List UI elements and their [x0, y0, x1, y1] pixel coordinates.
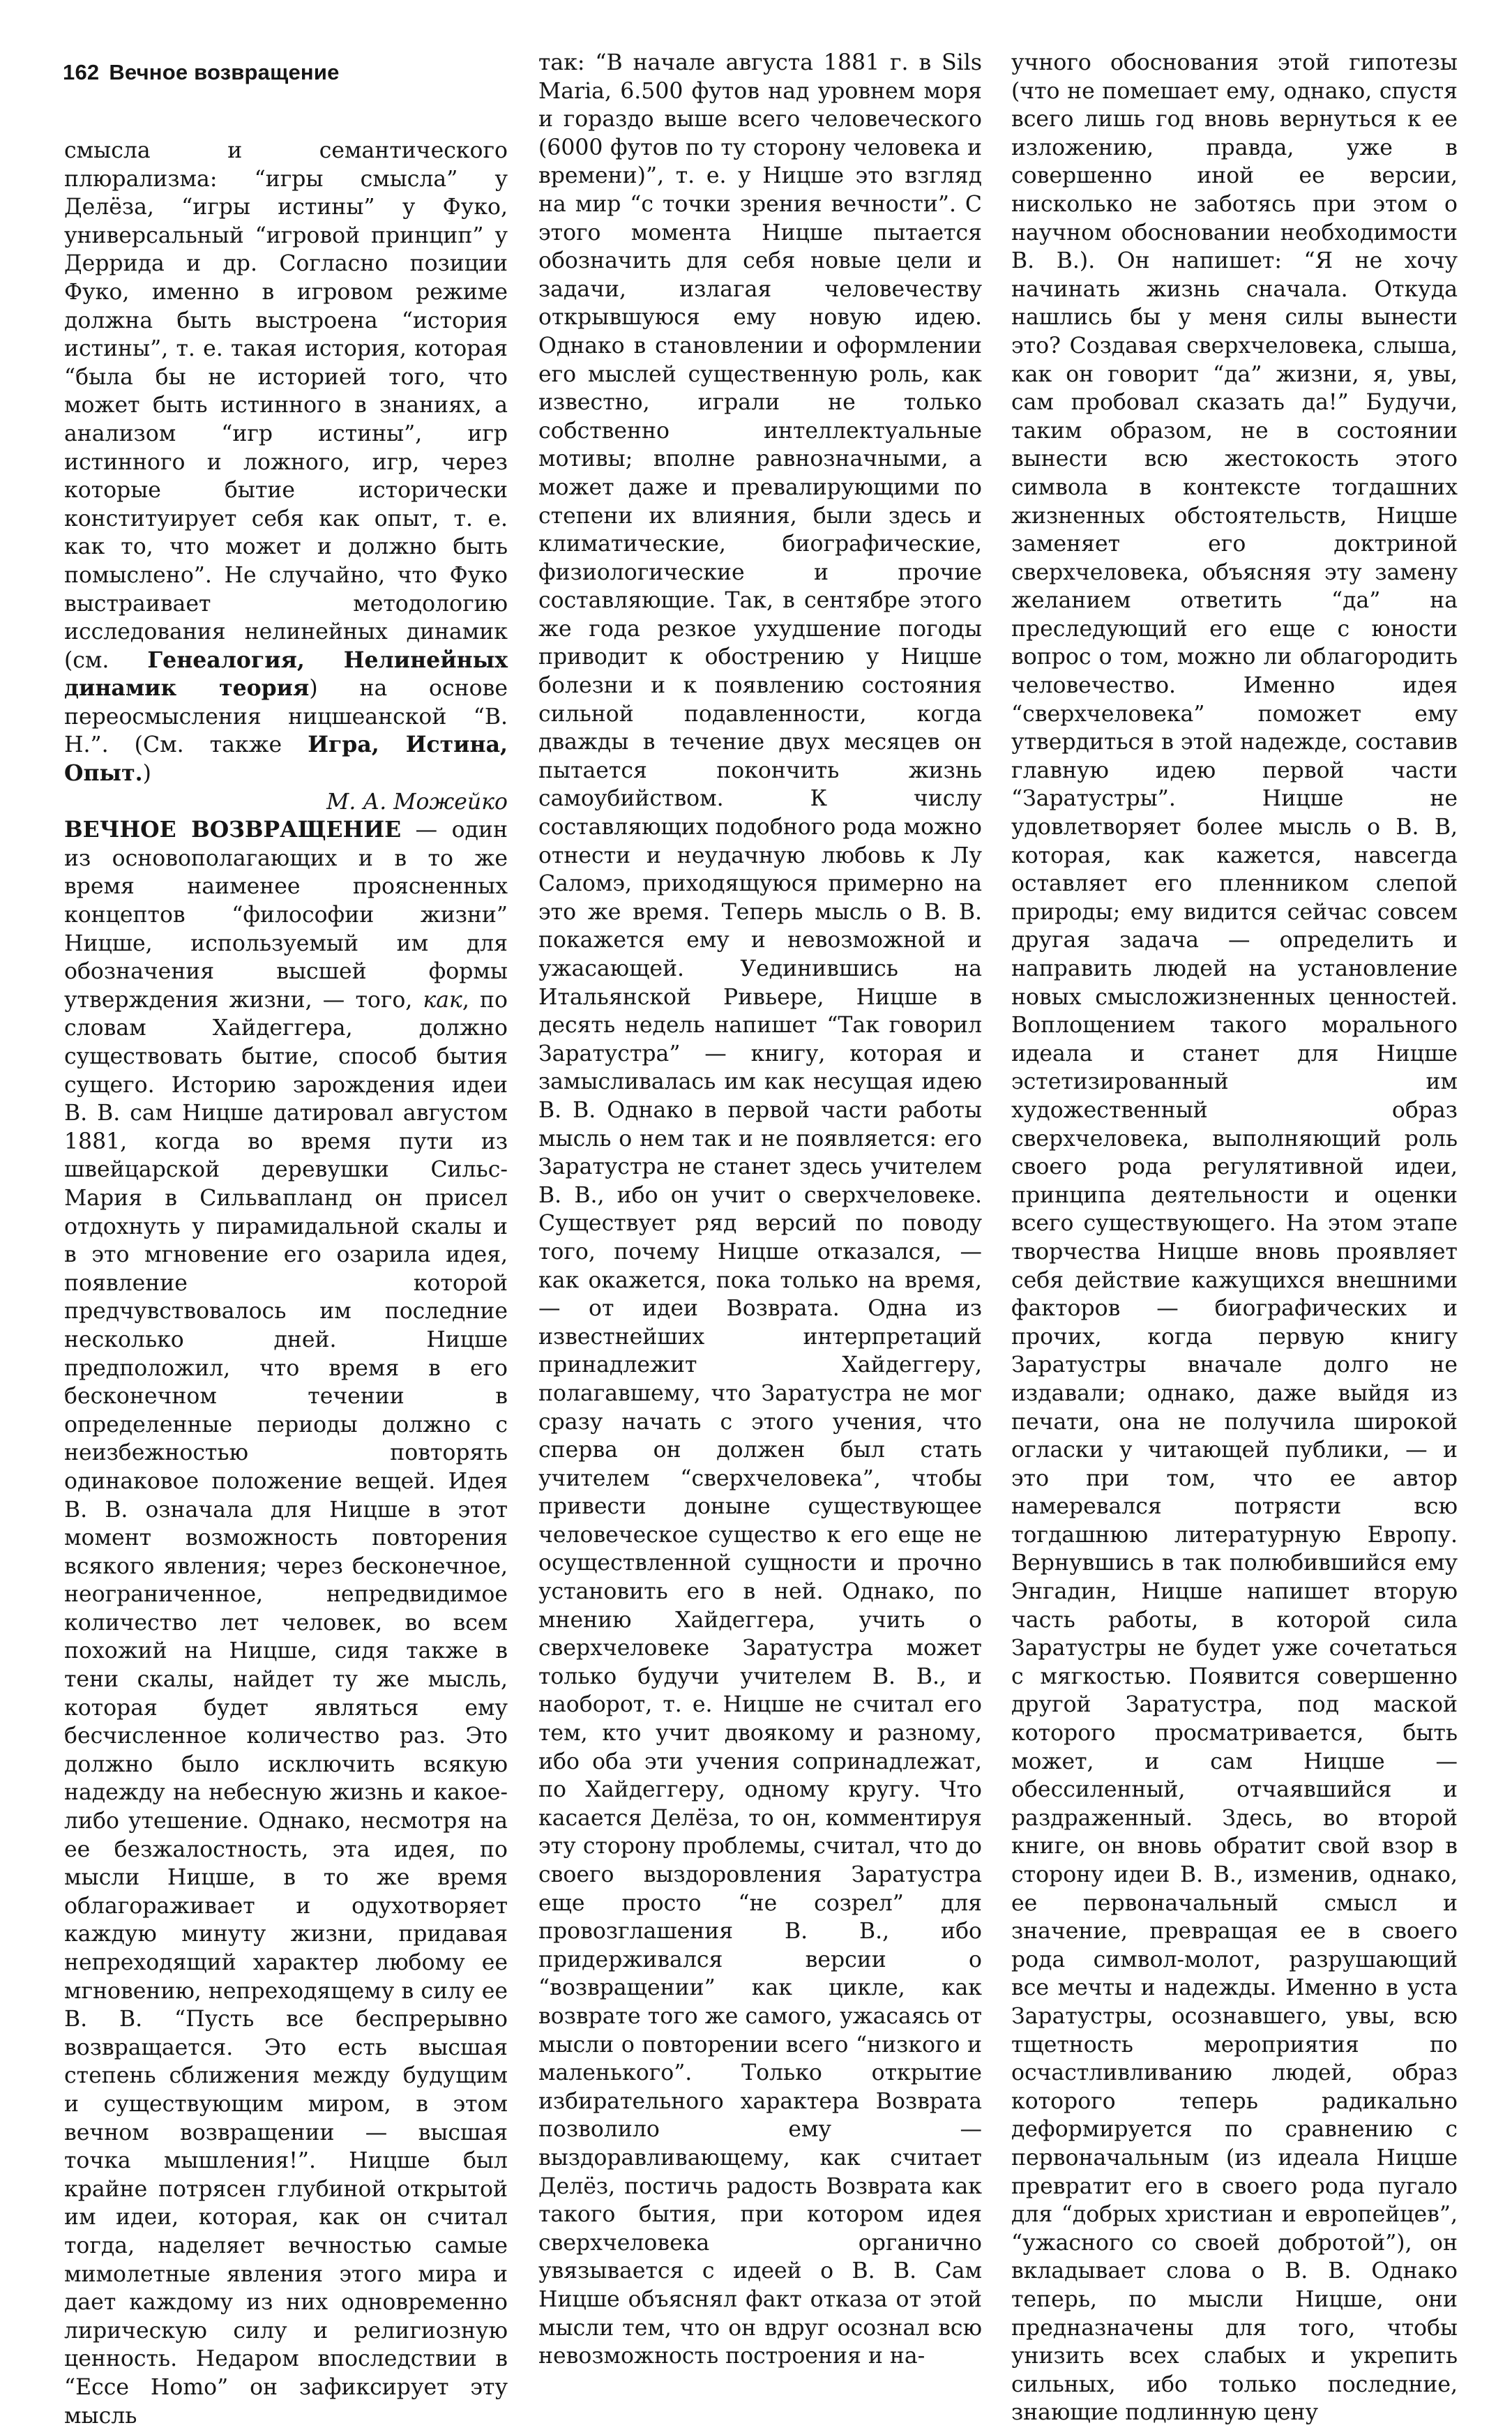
paragraph-text: — один из основополагающих и в то же время наименее проясненных концептов “философии жизни” Ницше, используемый им для обозначения высшей формы утверждения жизни, — того,	[64, 817, 508, 1013]
cross-reference: Генеалогия, Нелинейных динамик теория	[64, 647, 508, 702]
page-number: 162	[63, 60, 100, 84]
paragraph-text: смысла и семантического плюрализма: “игры смысла” у Делёза, “игры истины” у Фуко, универсальный “игровой принцип” у Деррида и др. Согласно позиции Фуко, именно в игровом режиме должна быть выстроена “история истины”, т. е. такая история, которая “была бы не историей того, что может быть истинного в знаниях, а анализом “игр истины”, игр истинного и ложного, игр, через которые бытие исторически конституирует себя как опыт, т. е. как то, что может и должно быть помыслено”. Не случайно, что Фуко выстраивает методологию исследования нелинейных динамик (см.	[64, 138, 508, 673]
paragraph-text: ) на основе переосмысления ницшеанской “В. Н.”. (См. также	[64, 676, 508, 758]
text-column-left	[64, 137, 508, 2430]
entry-author: М. А. Можейко	[326, 789, 508, 815]
cross-reference: Игра, Истина, Опыт.	[64, 732, 508, 787]
emphasis: как	[423, 987, 462, 1013]
entry-vechnoe-vozvrashchenie	[64, 816, 508, 2430]
entry-headword: ВЕЧНОЕ ВОЗВРАЩЕНИЕ	[64, 817, 402, 843]
paragraph-text: , по словам Хайдеггера, должно существовать бытие, способ бытия сущего. Историю зарождения идеи В. В. сам Ницше датировал августом 1881, когда во время пути из швейцарской деревушки Сильс-Мария в Сильвапланд он присел отдохнуть у пирамидальной скалы и в это мгновение его озарила идея, появление которой предчувствовалось им последние несколько дней. Ницше предположил, что время в его бесконечном течении в определенные периоды должно с неизбежностью повторять одинаковое положение вещей. Идея В. В. означала для Ницше в этот момент возможность повторения всякого явления; через бесконечное, неограниченное, непредвидимое количество лет человек, во всем похожий на Ницше, сидя также в тени скалы, найдет ту же мысль, которая будет являться ему бесчисленное количество раз. Это должно было исключить всякую надежду на небесную жизнь и какое-либо утешение. Однако, несмотря на ее безжалостность, эта идея, по мысли Ницше, в то же время облагораживает и одухотворяет каждую минуту жизни, придавая непреходящий характер любому ее мгновению, непреходящему в силу ее В. В. “Пусть все беспрерывно возвращается. Это есть высшая степень сближения между будущим и существующим миром, в этом вечном возвращении — высшая точка мышления!”. Ницше был крайне потрясен глубиной открытой им идеи, которая, как он считал тогда, наделяет вечностью самые мимолетные явления этого мира и дает каждому из них одновременно лирическую силу и религиозную ценность. Недаром впоследствии в “Ecce Homo” он зафиксирует эту мысль	[64, 987, 508, 2429]
running-title: Вечное возвращение	[109, 60, 340, 84]
paragraph-text: учного обоснования этой гипотезы (что не помешает ему, однако, спустя всего лишь год вновь вернуться к ее изложению, правда, уже в совершенно иной ее версии, нисколько не заботясь при этом о научном обосновании необходимости В. В.). Он напишет: “Я не хочу начинать жизнь сначала. Откуда нашлись бы у меня силы вынести это? Создавая сверхчеловека, слыша, как он говорит “да” жизни, я, увы, сам пробовал сказать да!” Будучи, таким образом, не в состоянии вынести всю жестокость этого символа в контексте тогдашних жизненных обстоятельств, Ницше заменяет его доктриной сверхчеловека, объясняя эту замену желанием ответить “да” на преследующий его еще с юности вопрос о том, можно ли облагородить человечество. Именно идея “сверхчеловека” поможет ему утвердиться в этой надежде, составив главную идею первой части “Заратустры”. Ницше не удовлетворяет более мысль о В. В, которая, как кажется, навсегда оставляет его пленником слепой природы; ему видится сейчас совсем другая задача — определить и направить людей на установление новых смысложизненных ценностей. Воплощением такого морального идеала и станет для Ницше эстетизированный им художественный образ сверхчеловека, выполняющий роль своего рода регулятивной идеи, принципа деятельности и оценки всего существующего. На этом этапе творчества Ницше вновь проявляет себя действие кажущихся внешними факторов — биографических и прочих, когда первую книгу Заратустры вначале долго не издавали; однако, даже выйдя из печати, она не получила широкой огласки у читающей публики, — и это при том, что ее автор намеревался потрясти всю тогдашнюю литературную Европу. Вернувшись в так полюбившийся ему Энгадин, Ницше напишет вторую часть работы, в которой сила Заратустры не будет уже сочетаться с мягкостью. Появится совершенно другой Заратустра, под маской которого просматривается, быть может, и сам Ницше — обессиленный, отчаявшийся и раздраженный. Здесь, во второй книге, он вновь обратит свой взор в сторону идеи В. В., изменив, однако, ее первоначальный смысл и значение, превращая ее в своего рода символ-молот, разрушающий все мечты и надежды. Именно в уста Заратустры, осознавшего, увы, всю тщетность мероприятия по осчастливливанию людей, образ которого теперь радикально деформируется по сравнению с первоначальным (из идеала Ницше превратит его в своего рода пугало для “добрых христиан и европейцев”, “ужасного со своей добротой”), он вкладывает слова о В. В. Однако теперь, по мысли Ницше, они предназначены для того, чтобы унизить всех слабых и укрепить сильных, ибо только последние, знающие подлинную цену	[1011, 50, 1458, 2426]
text-column-right	[1011, 49, 1458, 2427]
prev-entry-ending	[64, 137, 508, 788]
paragraph-text: так: “В начале августа 1881 г. в Sils Maria, 6.500 футов над уровнем моря и гораздо выше всего человеческого (6000 футов по ту сторону человека и времени)”, т. е. у Ницше это взгляд на мир “с точки зрения вечности”. С этого момента Ницше пытается обозначить для себя новые цели и задачи, излагая человечеству открывшуюся ему новую идею. Однако в становлении и оформлении его мыслей существенную роль, как известно, играли не только собственно интеллектуальные мотивы; вполне равнозначными, а может даже и превалирующими по степени их влияния, были здесь и климатические, биографические, физиологические и прочие составляющие. Так, в сентябре этого же года резкое ухудшение погоды приводит к обострению у Ницше болезни и к появлению состояния сильной подавленности, когда дважды в течение двух месяцев он пытается покончить жизнь самоубийством. К числу составляющих подобного рода можно отнести и неудачную любовь к Лу Саломэ, приходящуюся примерно на это же время. Теперь мысль о В. В. покажется ему и невозможной и ужасающей. Уединившись на Итальянской Ривьере, Ницше в десять недель напишет “Так говорил Заратустра” — книгу, которая и замысливалась им как несущая идею В. В. Однако в первой части работы мысль о нем так и не появляется: его Заратустра не станет здесь учителем В. В., ибо он учит о сверхчеловеке. Существует ряд версий по поводу того, почему Ницше отказался, — как окажется, пока только на время, — от идеи Возврата. Одна из известнейших интерпретаций принадлежит Хайдеггеру, полагавшему, что Заратустра не мог сразу начать с этого учения, что сперва он должен был стать учителем “сверхчеловека”, чтобы привести доныне существующее человеческое существо к его еще не осуществленной сущности и прочно установить его в ней. Однако, по мнению Хайдеггера, учить о сверхчеловеке Заратустра может только будучи учителем В. В., и наоборот, т. е. Ницше не считал его тем, кто учит двоякому и разному, ибо оба эти учения сопринадлежат, по Хайдеггеру, одному кругу. Что касается Делёза, то он, комментируя эту сторону проблемы, считал, что до своего выздоровления Заратустра еще просто “не созрел” для провозглашения В. В., ибо придерживался версии о “возвращении” как цикле, как возврате того же самого, ужасаясь от мысли о повторении всего “низкого и маленького”. Только открытие избирательного характера Возврата позволило ему — выздоравливающему, как считает Делёз, постичь радость Возврата как такого бытия, при котором идея сверхчеловека органично увязывается с идеей о В. В. Сам Ницше объяснял факт отказа от этой мысли тем, что он вдруг осознал всю невозможность построения и на-	[538, 50, 982, 2369]
paragraph-text: )	[142, 761, 151, 787]
running-header	[63, 60, 340, 85]
text-column-middle	[538, 49, 982, 2371]
